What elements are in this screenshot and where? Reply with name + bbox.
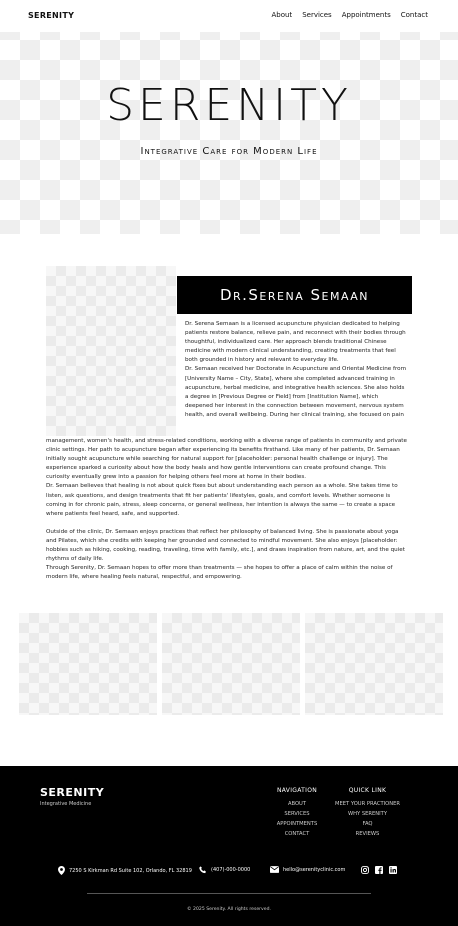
gallery-image-3 (305, 613, 443, 715)
bio-paragraph-1: Dr. Serena Semaan is a licensed acupuncture physician dedicated to helping patients restore balance, relieve pain, and reconnect with their bodies through thoughtful, individualized care. Her approach blends traditional Chinese medicine with modern clinical understanding, creating treatments that feel both grounded in history and relevant to everyday life. (185, 321, 406, 364)
bio-paragraph-4: Outside of the clinic, Dr. Semaan enjoys practices that reflect her philosophy of balanced living. She is passionate about yoga and Pilates, which she credits with keeping her grounded and connected to mindful movement. She also enjoys [placeholder: hobbies such as hiking, cooking, reading, traveling, time with family, etc.], and draws inspiration from nature, art, and the quiet rhythms of daily life. (46, 528, 405, 563)
footer-divider (87, 893, 371, 894)
bio-continued (46, 437, 410, 582)
footer-link-contact[interactable]: CONTACT (284, 831, 310, 837)
footer-quick-link-heading: QUICK LINK (348, 787, 387, 794)
site-footer (0, 766, 458, 926)
footer-link-reviews[interactable]: REVIEWS (355, 831, 380, 837)
footer-phone[interactable] (199, 866, 250, 874)
footer-address-text: 7250 S Kirkman Rd Suite 102, Orlando, FL 32819 (69, 867, 192, 874)
bio-intro (185, 320, 407, 420)
facebook-icon[interactable] (375, 866, 383, 874)
footer-link-services[interactable]: SERVICES (284, 811, 310, 817)
footer-link-faq[interactable]: FAQ (362, 821, 373, 827)
footer-link-why-serenity[interactable]: WHY SERENITY (347, 811, 388, 817)
linkedin-icon[interactable] (389, 866, 397, 874)
nav-link-services[interactable]: Services (302, 11, 332, 19)
footer-link-appointments[interactable]: APPOINTMENTS (276, 821, 318, 827)
footer-link-about[interactable]: ABOUT (287, 801, 307, 807)
bio-paragraph-2a: Dr. Semaan received her Doctorate in Acupuncture and Oriental Medicine from [University Name – City, State], where she completed advanced training in acupuncture, herbal medicine, and integrative health sciences. She also holds a degree in [Previous Degree or Field] from [Institution Name], which deepened her interest in the connection between movement, nervous system health, and overall wellbeing. During her clinical training, she focused on pain (185, 366, 407, 418)
bio-paragraph-5: Through Serenity, Dr. Semaan hopes to offer more than treatments — she hopes to offer a place of calm within the noise of modern life, where healing feels natural, respectful, and empowering. (46, 565, 393, 581)
footer-brand[interactable]: SERENITY (40, 786, 105, 799)
hero-section (0, 0, 458, 234)
doctor-photo-placeholder (46, 266, 176, 436)
nav-links (271, 11, 428, 19)
doctor-name-banner: Dr.Serena Semaan (177, 276, 412, 314)
nav-brand[interactable]: SERENITY (28, 11, 75, 20)
footer-tagline: Integrative Medicine (40, 801, 92, 807)
gallery-image-1 (19, 613, 157, 715)
footer-navigation-heading: NAVIGATION (276, 787, 318, 794)
nav-link-about[interactable]: About (271, 11, 293, 19)
footer-email[interactable] (270, 866, 345, 873)
footer-social-icons (361, 866, 397, 874)
footer-phone-text[interactable]: (407)-000-0000 (211, 867, 251, 873)
gallery-image-2 (162, 613, 300, 715)
top-nav (0, 0, 458, 32)
footer-navigation (272, 787, 322, 841)
instagram-icon[interactable] (361, 866, 369, 874)
footer-address (58, 866, 192, 875)
hero-subtitle: Integrative Care for Modern Life (140, 146, 318, 157)
hero-title: SERENITY (106, 80, 352, 131)
nav-link-appointments[interactable]: Appointments (341, 11, 391, 19)
footer-quick-links (330, 787, 405, 841)
footer-link-practitioner[interactable]: MEET YOUR PRACTIONER (334, 801, 400, 807)
phone-icon (199, 866, 207, 874)
footer-email-text[interactable]: hello@serenityclinic.com (283, 866, 346, 873)
location-pin-icon (58, 866, 65, 875)
bio-paragraph-2b: management, women's health, and stress-related conditions, working with a diverse range of patients in community and private clinic settings. Her path to acupuncture began after experiencing its benefits firsthand. Like many of her patients, Dr. Semaan initially sought acupuncture while searching for natural support for [placeholder: personal health challenge or injury]. The experience sparked a curiosity about how the body heals and how gentle interventions can create profound change. This curiosity eventually grew into a passion for helping others feel more at home in their bodies. (46, 438, 407, 481)
footer-copyright: © 2025 Serenity. All rights reserved. (187, 907, 271, 912)
bio-paragraph-3: Dr. Semaan believes that healing is not about quick fixes but about understanding each person as a whole. She takes time to listen, ask questions, and design treatments that fit her patients' lifestyles, goals, and comfort levels. Whether someone is coming in for chronic pain, stress, sleep concerns, or general wellness, her intention is always the same — to create a space where patients feel heard, safe, and supported. (46, 483, 398, 517)
nav-link-contact[interactable]: Contact (400, 11, 428, 19)
mail-icon (270, 866, 279, 873)
